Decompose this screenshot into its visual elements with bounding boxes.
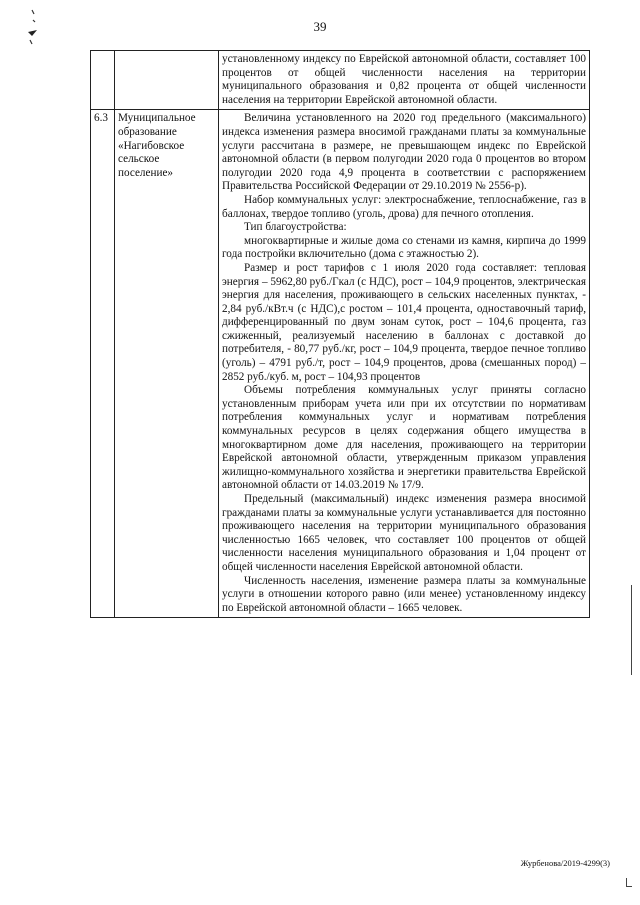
row-number-cell: 6.3 xyxy=(91,110,115,618)
scan-edge-line xyxy=(631,585,632,675)
row-number-cell xyxy=(91,51,115,110)
page-number: 39 xyxy=(313,19,327,34)
description-paragraph: Предельный (максимальный) индекс изменения размера вносимой гражданами платы за коммунальные услуги устанавливается для постоянно проживающего населения на территории муниципального образования численностью 1665 человек, что составляет 100 процентов от общей численности населения муниципального образования и 1,04 процент от общей численности населения Еврейской автономной области. xyxy=(222,493,586,573)
description-cell xyxy=(219,51,590,110)
description-paragraph: Тип благоустройства: xyxy=(244,221,347,234)
description-paragraph: Объемы потребления коммунальных услуг приняты согласно установленным приборам учета или при их отсутствии по нормативам потребления коммунальных услуг и нормативам потребления коммунальных ресурсов в целях содержания общего имущества в многоквартирном доме для населения, проживающего на территории Еврейской автономной области, утвержденным приказом управления жилищно-коммунального хозяйства и энергетики правительства Еврейской автономной области от 14.03.2019 № 17/9. xyxy=(222,384,586,492)
scan-corner-mark xyxy=(626,878,632,887)
description-paragraph: Численность населения, изменение размера платы за коммунальные услуги в отношении которого равно (или менее) установленному индексу по Еврейской автономной области – 1665 человек. xyxy=(222,574,586,614)
description-paragraph: Размер и рост тарифов с 1 июля 2020 года составляет: тепловая энергия – 5962,80 руб./Гкал (с НДС), рост – 104,9 процентов, электрическая энергия для населения, проживающего в сельских населенных пунктах, - 2,84 руб./кВт.ч (с НДС),с ростом – 101,4 процента, одноставочный тариф, дифференцированный по двум зонам суток, рост – 104,6 процента, газ сжиженный, реализуемый населению в баллонах с доставкой до потребителя, - 80,77 руб./кг, рост – 104,9 процента, твердое печное топливо (уголь) – 4791 руб./т, рост – 104,9 процентов, дрова (смешанных пород) – 2852 руб./куб. м, рост – 104,93 процентов xyxy=(222,261,586,383)
municipality-name-cell: Муниципальное образование «Нагибовское сельское поселение» xyxy=(115,110,219,618)
document-code: Журбенова/2019-4299(3) xyxy=(520,858,610,868)
description-paragraph: Величина установленного на 2020 год предельного (максимального) индекса изменения размера вносимой гражданами платы за коммунальные услуги рассчитана в размере, не превышающем индекс по Еврейской автономной области (в первом полугодии 2020 года 0 процентов во втором полугодии 2020 года 4,9 процента в соответствии с распоряжением Правительства Российской Федерации от 29.10.2019 № 2556-р). xyxy=(222,112,586,193)
description-paragraph: установленному индексу по Еврейской автономной области, составляет 100 процентов от общей численности населения на территории муниципального образования и 0,82 процента от общей численности населения на территории Еврейской автономной области. xyxy=(222,53,586,106)
description-paragraph: Набор коммунальных услуг: электроснабжение, теплоснабжение, газ в баллонах, твердое топливо (уголь, дрова) для печного отопления. xyxy=(222,193,586,220)
description-cell xyxy=(219,110,590,618)
table-row xyxy=(91,110,590,618)
tariff-table xyxy=(90,50,590,618)
municipality-name-cell xyxy=(115,51,219,110)
table-row xyxy=(91,51,590,110)
description-paragraph: многоквартирные и жилые дома со стенами из камня, кирпича до 1999 года постройки включительно (дома с этажностью 2). xyxy=(222,234,586,261)
